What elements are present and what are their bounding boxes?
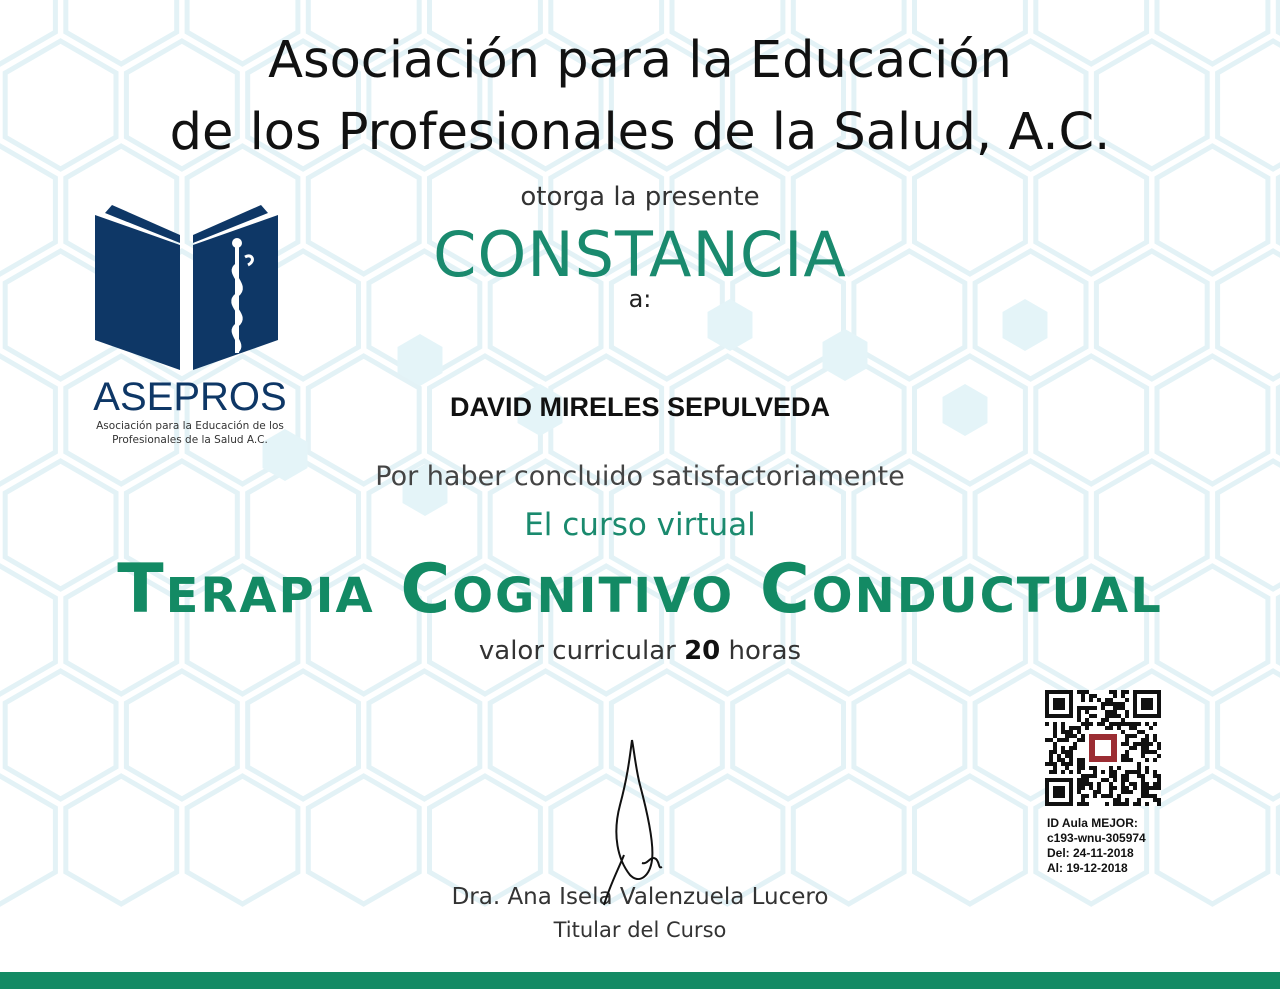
verification-info: [1047, 816, 1227, 876]
certificate-title: CONSTANCIA: [433, 218, 847, 291]
curricular-value: [0, 634, 1280, 668]
background-hexagon: [854, 671, 965, 799]
background-hexagon-fill: [823, 329, 868, 381]
course-name: Terapia Cognitivo Conductual: [117, 550, 1163, 629]
signatory-name: Dra. Ana Isela Valenzuela Lucero: [451, 884, 829, 910]
background-hexagon: [733, 671, 844, 799]
grant-text: otorga la presente: [520, 182, 760, 212]
background-hexagon: [1218, 671, 1280, 799]
logo-subtitle-line2: Profesionales de la Salud A.C.: [112, 434, 268, 446]
verification-id-value: c193-wnu-305974: [1047, 831, 1146, 845]
verification-date-from: Del: 24-11-2018: [1047, 846, 1134, 860]
organization-name-line2: de los Profesionales de la Salud, A.C.: [169, 103, 1111, 162]
background-hexagon: [490, 671, 601, 799]
background-hexagon: [369, 671, 480, 799]
logo-wordmark: ASEPROS: [93, 375, 287, 419]
open-book-caduceus-icon: [80, 195, 300, 375]
bottom-accent-bar: [0, 972, 1280, 989]
organization-name-line1: Asociación para la Educación: [268, 31, 1012, 90]
curricular-value-hours: 20: [684, 636, 721, 666]
recipient-name: DAVID MIRELES SEPULVEDA: [449, 392, 831, 422]
curricular-value-prefix: valor curricular: [478, 636, 676, 666]
signatory-role: Titular del Curso: [553, 918, 727, 942]
background-hexagon: [248, 671, 359, 799]
verification-date-to: Al: 19-12-2018: [1047, 861, 1128, 875]
verification-id-label: ID Aula MEJOR:: [1047, 816, 1138, 830]
logo-subtitle-line1: Asociación para la Educación de los: [96, 420, 284, 432]
background-hexagon: [126, 671, 237, 799]
verification-qr-code: [1045, 690, 1161, 806]
handwritten-signature: [590, 735, 700, 915]
completion-reason: Por haber concluido satisfactoriamente: [375, 461, 905, 492]
to-label: a:: [628, 285, 652, 313]
background-hexagon: [5, 671, 116, 799]
curricular-value-suffix: horas: [728, 636, 802, 666]
course-type: El curso virtual: [524, 507, 756, 543]
